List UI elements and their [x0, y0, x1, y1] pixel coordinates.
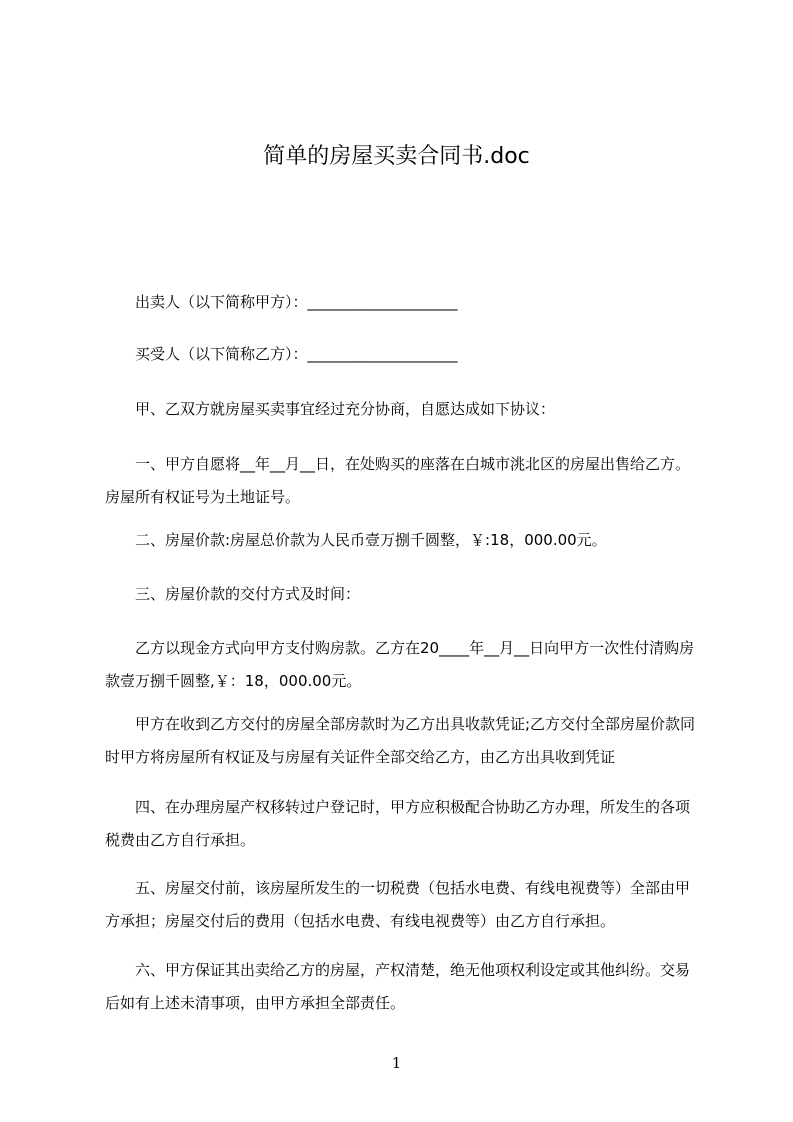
clause-4: 四、在办理房屋产权移转过户登记时，甲方应积极配合协助乙方办理，所发生的各项税费由乙方自行承担。 [105, 798, 691, 849]
clause-2: 二、房屋价款:房屋总价款为人民币壹万捌千圆整，￥:18，000.00元。 [135, 531, 607, 549]
buyer-line: 买受人（以下简称乙方）：____________________ [135, 345, 458, 363]
payment-receipt: 甲方在收到乙方交付的房屋全部房款时为乙方出具收款凭证;乙方交付全部房屋价款同时甲方将房屋所有权证及与房屋有关证件全部交给乙方，由乙方出具收到凭证 [105, 715, 696, 766]
clause-1: 一、甲方自愿将__年__月__日，在处购买的座落在白城市洮北区的房屋出售给乙方。房屋所有权证号为土地证号。 [105, 455, 691, 506]
agreement-intro: 甲、乙双方就房屋买卖事宜经过充分协商，自愿达成如下协议： [135, 400, 556, 418]
payment-terms: 乙方以现金方式向甲方支付购房款。乙方在20____年__月__日向甲方一次性付清购房款壹万捌千圆整,￥：18，000.00元。 [105, 639, 695, 690]
clause-3-heading: 三、房屋价款的交付方式及时间： [135, 585, 361, 603]
page-number: 1 [391, 1054, 402, 1072]
seller-line: 出卖人（以下简称甲方）：____________________ [135, 293, 458, 311]
clause-5: 五、房屋交付前，该房屋所发生的一切税费（包括水电费、有线电视费等）全部由甲方承担；房屋交付后的费用（包括水电费、有线电视费等）由乙方自行承担。 [105, 879, 691, 930]
clause-6: 六、甲方保证其出卖给乙方的房屋，产权清楚，绝无他项权利设定或其他纠纷。交易后如有上述未清事项，由甲方承担全部责任。 [105, 961, 691, 1012]
document-title: 简单的房屋买卖合同书.doc [263, 144, 530, 169]
